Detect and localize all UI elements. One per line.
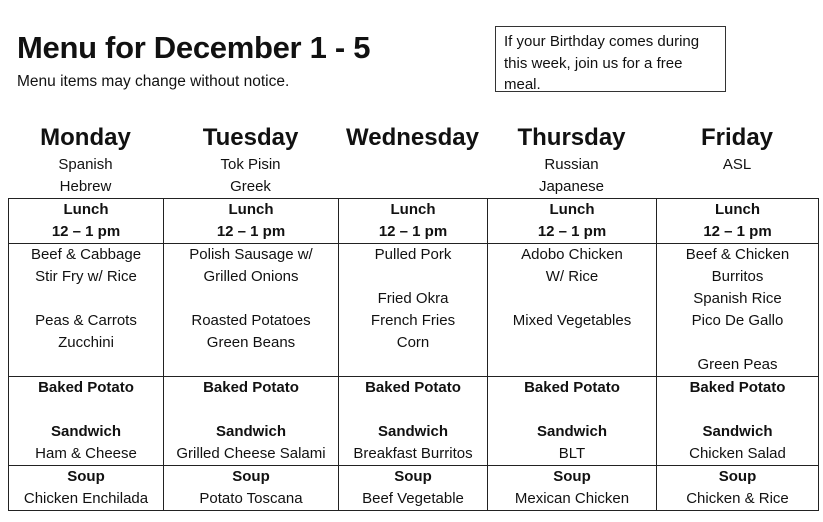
sandwich-item: Ham & Cheese — [35, 445, 137, 462]
language: Hebrew — [59, 178, 112, 195]
dish — [9, 354, 163, 376]
dish: Peas & Carrots — [35, 312, 137, 329]
baked-potato-label: Baked Potato — [38, 379, 134, 396]
sandwich-item: Grilled Cheese Salami — [176, 445, 326, 462]
main-dishes-cell — [9, 244, 164, 377]
dish — [488, 288, 656, 310]
dish — [488, 354, 656, 376]
dish — [9, 288, 163, 310]
dish: Green Peas — [697, 356, 778, 373]
dish: Burritos — [711, 268, 764, 285]
dish — [657, 332, 818, 354]
day-name: Friday — [700, 124, 774, 151]
day-name: Monday — [40, 124, 131, 151]
dish: Beef & Cabbage — [30, 246, 142, 263]
sandwich-label: Sandwich — [377, 423, 448, 440]
soup-cell — [657, 466, 819, 511]
soup-label: Soup — [394, 468, 432, 485]
menu-table — [8, 198, 819, 511]
dish: Corn — [396, 334, 430, 351]
main-dishes-cell — [164, 244, 339, 377]
language: Tok Pisin — [220, 156, 281, 173]
alternatives-cell — [339, 377, 488, 466]
dish: W/ Rice — [545, 268, 599, 285]
lunch-label: Lunch — [715, 201, 760, 218]
day-name: Wednesday — [346, 124, 479, 151]
dish: Roasted Potatoes — [191, 312, 311, 329]
language — [338, 176, 487, 198]
dish: Fried Okra — [377, 290, 449, 307]
day-header-wednesday — [338, 122, 487, 198]
soup-cell — [488, 466, 657, 511]
dish: Mixed Vegetables — [512, 312, 632, 329]
menu-disclaimer: Menu items may change without notice. — [17, 73, 290, 90]
page-title: Menu for December 1 - 5 — [17, 30, 371, 65]
soup-label: Soup — [67, 468, 105, 485]
soup-item: Chicken & Rice — [686, 490, 789, 507]
day-headers — [8, 122, 818, 198]
sandwich-item: BLT — [558, 445, 586, 462]
lunch-time: 12 – 1 pm — [216, 223, 286, 240]
lunch-time: 12 – 1 pm — [378, 223, 448, 240]
birthday-note: If your Birthday comes during this week, join us for a free meal. — [495, 26, 726, 92]
lunch-label: Lunch — [390, 201, 436, 218]
day-name: Thursday — [517, 124, 626, 151]
dish: Beef & Chicken — [685, 246, 790, 263]
baked-potato-label: Baked Potato — [203, 379, 299, 396]
sandwich-label: Sandwich — [702, 423, 773, 440]
language: Japanese — [538, 178, 605, 195]
lunch-time: 12 – 1 pm — [703, 223, 772, 240]
dish: Spanish Rice — [693, 290, 782, 307]
language — [656, 176, 818, 198]
language: Spanish — [58, 156, 113, 173]
language: Russian — [544, 156, 599, 173]
main-dishes-row — [9, 244, 819, 377]
language — [338, 154, 487, 176]
dish — [164, 354, 338, 376]
alternatives-cell — [164, 377, 339, 466]
dish: French Fries — [370, 312, 456, 329]
sandwich-label: Sandwich — [50, 423, 121, 440]
soup-label: Soup — [718, 468, 757, 485]
lunch-label: Lunch — [549, 201, 595, 218]
lunch-time-row — [9, 199, 819, 244]
soup-cell — [339, 466, 488, 511]
spacer — [657, 399, 818, 421]
soup-label: Soup — [553, 468, 591, 485]
spacer — [164, 399, 338, 421]
dish: Zucchini — [58, 334, 114, 351]
day-header-monday — [8, 122, 163, 198]
dish — [339, 266, 487, 288]
main-dishes-cell — [339, 244, 488, 377]
day-header-thursday — [487, 122, 656, 198]
sandwich-item: Breakfast Burritos — [353, 445, 473, 462]
lunch-cell — [9, 199, 164, 244]
dish: Pico De Gallo — [691, 312, 784, 329]
soup-item: Potato Toscana — [199, 490, 303, 507]
soup-item: Beef Vegetable — [362, 490, 464, 507]
lunch-label: Lunch — [63, 201, 109, 218]
alternatives-cell — [657, 377, 819, 466]
alternatives-row — [9, 377, 819, 466]
baked-potato-label: Baked Potato — [689, 379, 786, 396]
day-name: Tuesday — [202, 124, 299, 151]
lunch-label: Lunch — [228, 201, 274, 218]
baked-potato-label: Baked Potato — [524, 379, 620, 396]
spacer — [339, 399, 487, 421]
main-dishes-cell — [488, 244, 657, 377]
day-header-tuesday — [163, 122, 338, 198]
baked-potato-label: Baked Potato — [365, 379, 461, 396]
soup-cell — [9, 466, 164, 511]
dish: Polish Sausage w/ — [189, 246, 313, 263]
spacer — [488, 399, 656, 421]
dish: Stir Fry w/ Rice — [35, 268, 137, 285]
dish: Green Beans — [206, 334, 296, 351]
dish — [164, 288, 338, 310]
dish — [339, 354, 487, 376]
dish — [488, 332, 656, 354]
day-header-friday — [656, 122, 818, 198]
sandwich-label: Sandwich — [536, 423, 607, 440]
soup-cell — [164, 466, 339, 511]
lunch-cell — [488, 199, 657, 244]
lunch-time: 12 – 1 pm — [51, 223, 121, 240]
spacer — [9, 399, 163, 421]
soup-item: Mexican Chicken — [514, 490, 630, 507]
soup-label: Soup — [232, 468, 270, 485]
dish: Grilled Onions — [203, 268, 299, 285]
dish: Adobo Chicken — [521, 246, 623, 263]
soup-item: Chicken Enchilada — [23, 490, 149, 507]
alternatives-cell — [488, 377, 657, 466]
lunch-cell — [657, 199, 819, 244]
main-dishes-cell — [657, 244, 819, 377]
dish: Pulled Pork — [374, 246, 452, 263]
alternatives-cell — [9, 377, 164, 466]
language: ASL — [722, 156, 752, 173]
language: Greek — [230, 178, 271, 195]
sandwich-label: Sandwich — [215, 423, 286, 440]
lunch-cell — [339, 199, 488, 244]
lunch-cell — [164, 199, 339, 244]
lunch-time: 12 – 1 pm — [537, 223, 607, 240]
soup-row — [9, 466, 819, 511]
sandwich-item: Chicken Salad — [689, 445, 786, 462]
